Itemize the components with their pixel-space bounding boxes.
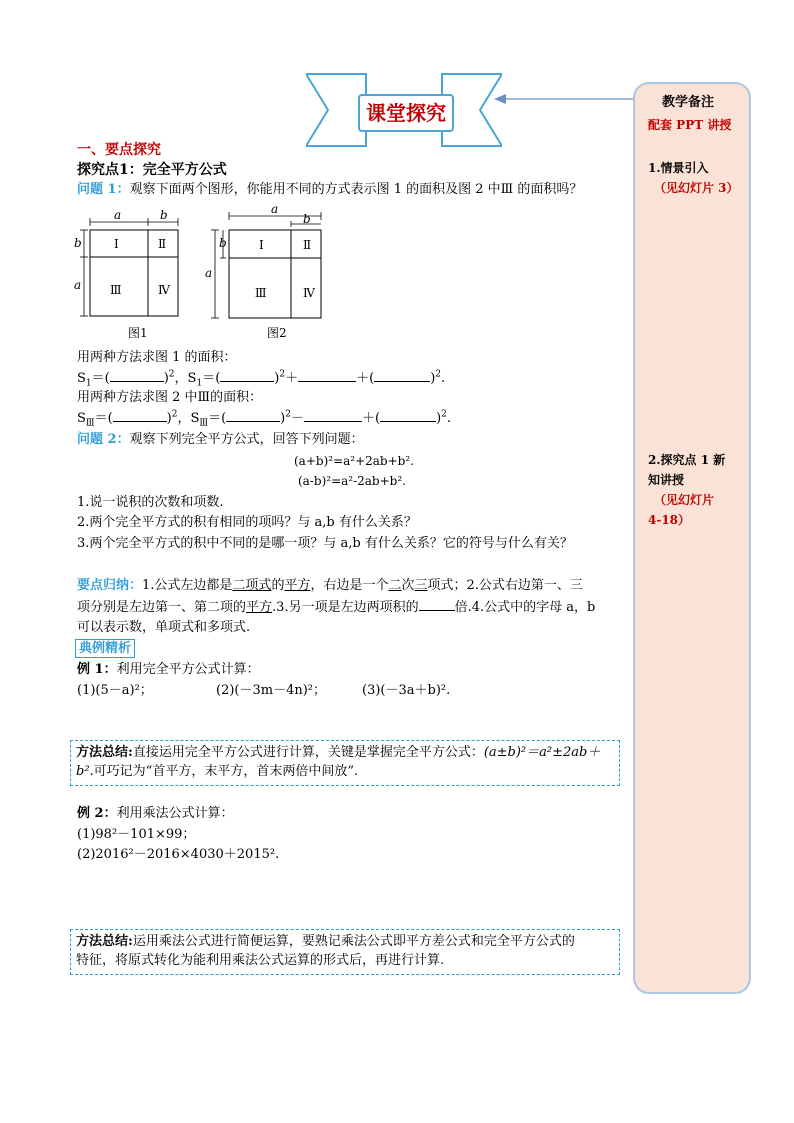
s-symbol: S xyxy=(187,371,197,386)
close: ) xyxy=(163,371,169,386)
sidebar-note2-line1: 2.探究点 1 新 xyxy=(648,453,726,467)
summary-text: 次 xyxy=(401,578,415,593)
question-1 xyxy=(77,181,582,199)
fig2-region-3: Ⅲ xyxy=(255,286,267,300)
fig1-region-3: Ⅲ xyxy=(110,283,122,297)
close: ) xyxy=(280,411,286,426)
question-2 xyxy=(77,431,364,449)
plus: ＋ xyxy=(362,411,376,426)
s-sub: 1 xyxy=(196,378,203,389)
method-summary-1-tip: .可巧记为“首平方，末平方，首末两倍中间放”. xyxy=(89,764,359,779)
question-2-label: 问题 2： xyxy=(77,432,130,447)
example-2-label: 例 2： xyxy=(77,806,117,821)
sep: ， xyxy=(177,411,191,426)
plus: ＋ xyxy=(356,371,370,386)
question-1-text: 观察下面两个图形，你能用不同的方式表示图 1 的面积及图 2 中Ⅲ 的面积吗？ xyxy=(129,182,583,197)
s-symbol: S xyxy=(77,371,86,386)
fig1-region-2: Ⅱ xyxy=(158,237,167,251)
example-1-item-1: (1)(5－a)²； xyxy=(77,683,153,698)
fig2-label-b-left: b xyxy=(219,236,227,250)
question-item-2: 2.两个完全平方式的积有相同的项吗？与 a,b 有什么关系？ xyxy=(77,515,417,530)
example-1-item-2: (2)(－3m－4n)²； xyxy=(216,683,327,698)
summary-text: 倍.4.公式中的字母 a，b xyxy=(454,600,596,615)
blank-field[interactable] xyxy=(226,409,280,422)
s-symbol: S xyxy=(77,411,86,426)
summary-text: 项分别是左边第一、第二项的 xyxy=(77,600,247,615)
fig2-label-a-top: a xyxy=(271,202,279,216)
summary-text: 1.公式左边都是 xyxy=(142,578,233,593)
method-summary-1-formula: (a±b)²＝a²±2ab＋ xyxy=(483,745,601,760)
sidebar-note2-line4: 4-18） xyxy=(648,513,691,527)
fig1-region-1: Ⅰ xyxy=(114,237,119,251)
summary-underlined: 平方 xyxy=(284,578,311,593)
eq: ＝( xyxy=(208,411,227,426)
summary-underlined: 二项式 xyxy=(232,578,272,593)
summary-text: 项式；2.公式右边第一、三 xyxy=(427,578,583,593)
example-1-item-3: (3)(－3a＋b)². xyxy=(362,683,451,698)
point-heading: 探究点1：完全平方公式 xyxy=(77,162,227,178)
s-sub: Ⅲ xyxy=(199,418,209,429)
summary-line-2 xyxy=(77,598,595,617)
summary-line-3: 可以表示数，单项式和多项式. xyxy=(77,620,251,635)
method-summary-1 xyxy=(70,740,620,786)
fig2-region-4: Ⅳ xyxy=(303,286,315,300)
figure-1 xyxy=(74,210,194,350)
blank-field[interactable] xyxy=(304,409,362,422)
eq: ＝( xyxy=(91,371,110,386)
fig2-region-2: Ⅱ xyxy=(303,238,312,252)
s-sub: Ⅲ xyxy=(85,418,95,429)
method-summary-2-line1 xyxy=(76,932,614,951)
sidebar-note1-line1: 1.情景引入 xyxy=(648,161,709,175)
blank-field[interactable] xyxy=(220,369,274,382)
summary-text: 的 xyxy=(271,578,285,593)
example-2-item-1: (1)98²－101×99； xyxy=(77,827,196,842)
formula-1: (a+b)²=a²+2ab+b². xyxy=(294,454,414,468)
examples-label: 典例精析 xyxy=(75,639,135,658)
sidebar-subtitle: 配套 PPT 讲授 xyxy=(648,118,732,132)
method-summary-2-text: 运用乘法公式进行简便运算，要熟记乘法公式即平方差公式和完全平方公式的 xyxy=(132,934,575,949)
method-summary-1-line1 xyxy=(76,743,614,762)
method-summary-1-formula-end: b² xyxy=(76,764,90,779)
method-summary-1-label: 方法总结: xyxy=(76,745,133,760)
blank-field[interactable] xyxy=(380,409,436,422)
summary-underlined: 平方 xyxy=(246,600,273,615)
s-symbol: S xyxy=(190,411,200,426)
method-summary-2-line2: 特征，将原式转化为能利用乘法公式运算的形式后，再进行计算. xyxy=(76,953,445,968)
example-1-text: 利用完全平方公式计算： xyxy=(116,662,260,677)
area1-intro: 用两种方法求图 1 的面积： xyxy=(77,350,237,365)
fig1-region-4: Ⅳ xyxy=(158,283,170,297)
blank-field[interactable] xyxy=(298,369,356,382)
summary-underlined: 三 xyxy=(414,578,428,593)
close: ) xyxy=(274,371,280,386)
sidebar-note2-line3: （见幻灯片 xyxy=(654,493,715,507)
question-item-1: 1.说一说积的次数和项数. xyxy=(77,495,224,510)
question-2-text: 观察下列完全平方公式，回答下列问题： xyxy=(129,432,364,447)
fig1-label-a-left: a xyxy=(74,278,82,292)
area1-line: $S_1=$( )$^2$，$S_1=$( )$^2$＋ ＋( )$^2$. xyxy=(77,369,446,389)
figure-2 xyxy=(205,204,335,350)
blank-field[interactable] xyxy=(110,369,164,382)
summary-label: 要点归纳： xyxy=(77,578,143,593)
question-item-3: 3.两个完全平方式的积中不同的是哪一项？与 a,b 有什么关系？它的符号与什么有关？ xyxy=(77,536,573,551)
blank-field[interactable] xyxy=(374,369,430,382)
sidebar-note2-line2: 知讲授 xyxy=(648,473,685,487)
banner-title: 课堂探究 xyxy=(358,94,454,132)
section-heading: 一、要点探究 xyxy=(77,142,161,158)
example-2-text: 利用乘法公式计算： xyxy=(116,806,234,821)
sep: ， xyxy=(174,371,188,386)
pointer-arrow xyxy=(494,92,636,106)
plus: ＋ xyxy=(285,371,299,386)
sidebar-note1-text: （见幻灯片 3） xyxy=(654,181,739,195)
fig1-label-b-left: b xyxy=(74,236,82,250)
method-summary-1-line2 xyxy=(76,762,614,781)
close: ) xyxy=(166,411,172,426)
method-summary-1-text: 直接运用完全平方公式进行计算，关键是掌握完全平方公式： xyxy=(132,745,484,760)
fig1-label-b-top: b xyxy=(160,208,168,222)
end: . xyxy=(446,411,452,426)
fig2-region-1: Ⅰ xyxy=(259,238,264,252)
fig2-label-b-top: b xyxy=(303,212,311,226)
example-1 xyxy=(77,661,260,679)
example-2-item-2: (2)2016²－2016×4030＋2015². xyxy=(77,847,280,862)
method-summary-2 xyxy=(70,929,620,975)
summary-line-1 xyxy=(77,577,583,595)
area2-line: $S_Ⅲ=$( )$^2$，$S_Ⅲ=$( )$^2$－ ＋( )$^2$. xyxy=(77,409,452,429)
eq: ＝( xyxy=(94,411,113,426)
s-sub: 1 xyxy=(85,378,92,389)
end: . xyxy=(441,371,446,386)
formula-2: (a-b)²=a²-2ab+b². xyxy=(298,474,406,488)
area2-intro: 用两种方法求图 2 中Ⅲ的面积： xyxy=(77,390,263,405)
sidebar-title: 教学备注 xyxy=(662,95,715,110)
method-summary-2-label: 方法总结: xyxy=(76,934,133,949)
fig2-label-a-left: a xyxy=(205,266,213,280)
summary-text: ，右边是一个 xyxy=(310,578,389,593)
question-1-label: 问题 1： xyxy=(77,182,130,197)
eq: ＝( xyxy=(202,371,221,386)
minus: － xyxy=(290,411,304,426)
teaching-notes-sidebar xyxy=(633,82,751,994)
sidebar-note1-line2 xyxy=(654,180,739,197)
example-2 xyxy=(77,805,234,823)
summary-underlined: 二 xyxy=(388,578,402,593)
fig2-caption: 图2 xyxy=(267,326,287,340)
summary-text: .3.另一项是左边两项积的 xyxy=(272,600,419,615)
example-1-label: 例 1： xyxy=(77,662,117,677)
blank-field[interactable] xyxy=(113,409,167,422)
fig1-caption: 图1 xyxy=(128,326,148,340)
fig1-label-a-top: a xyxy=(114,208,122,222)
blank-field[interactable] xyxy=(419,598,455,611)
